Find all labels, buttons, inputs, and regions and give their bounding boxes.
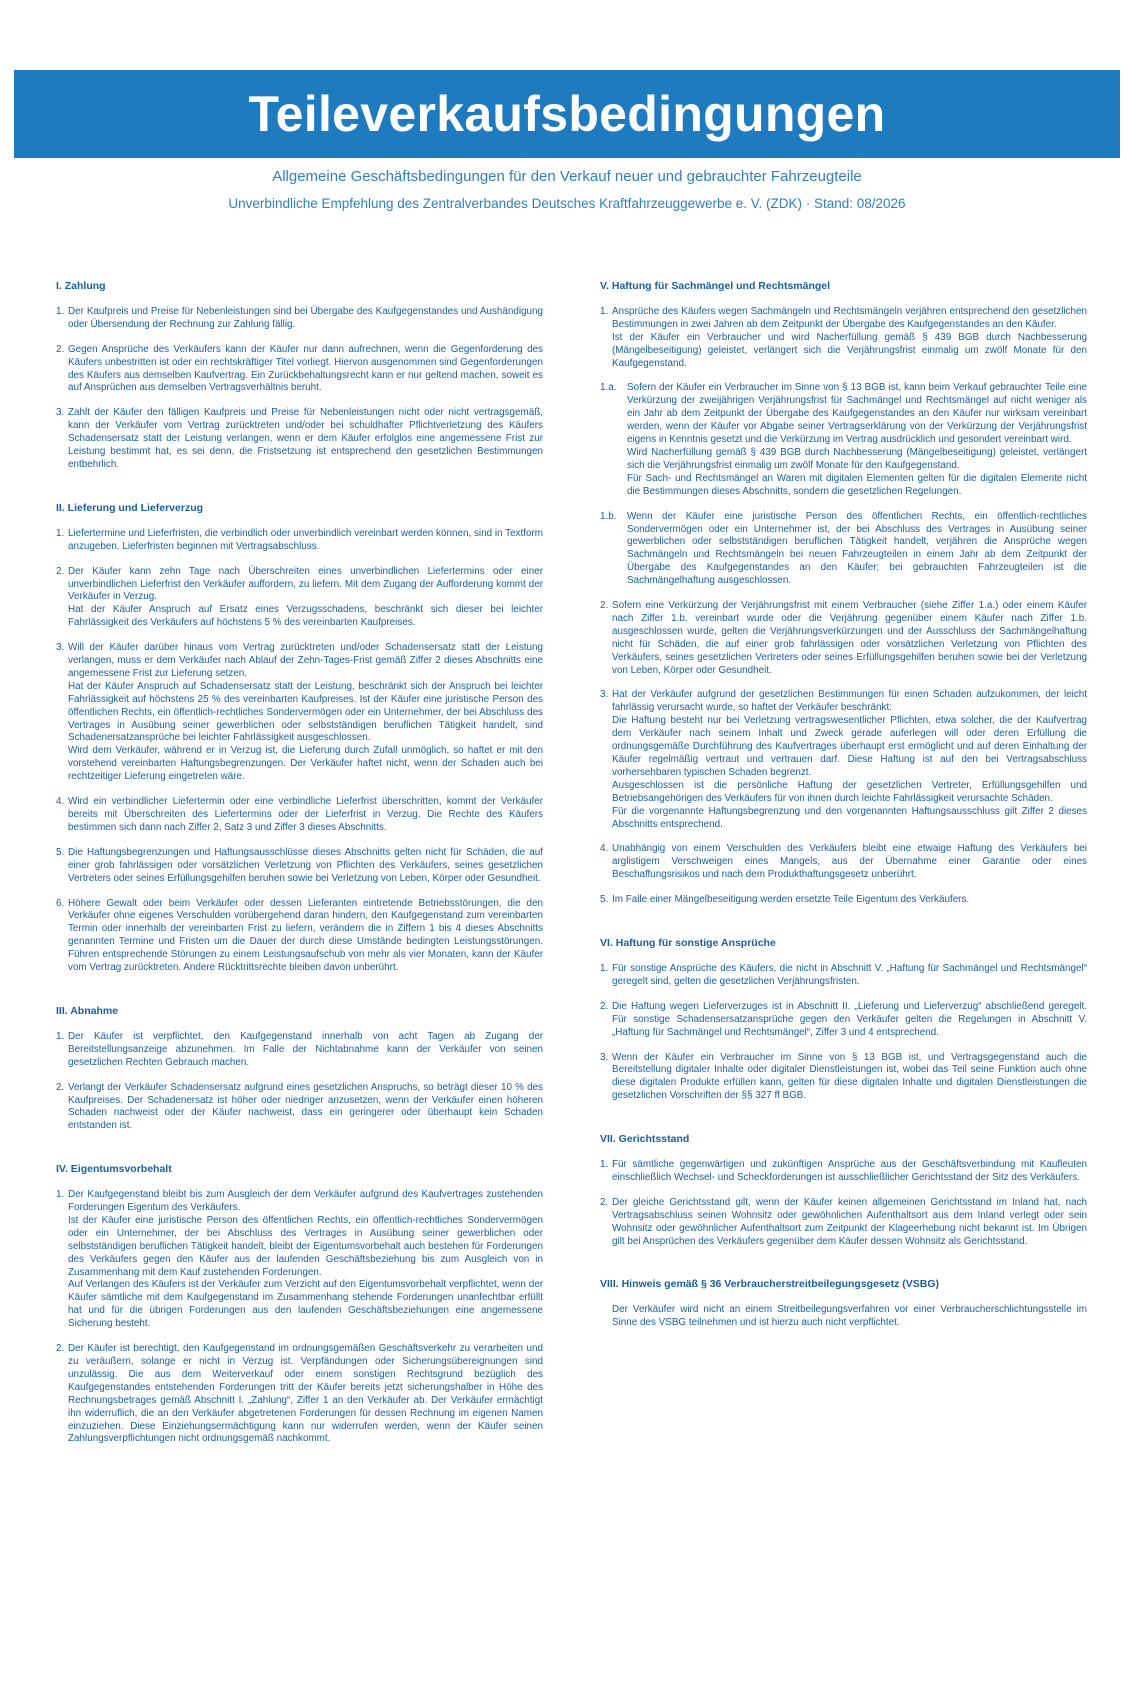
clause-text <box>612 843 1087 882</box>
title-banner <box>14 70 1120 158</box>
clause-item <box>56 306 543 332</box>
clause-number: 1. <box>56 1030 65 1042</box>
clause-text <box>68 344 543 396</box>
clause-text <box>612 306 1087 371</box>
clause-section <box>56 502 543 975</box>
clause-paragraph: Unabhängig von einem Verschulden des Verkäufers bleibt eine etwaige Haftung des Verkäufers bei arglistigem Verschweigen eines Mangels, aus der Übernahme einer Garantie oder eines Beschaffungsrisikos und nach dem Produkthaftungsgesetz unberührt. <box>612 843 1087 881</box>
clause-paragraph: Ansprüche des Käufers wegen Sachmängeln und Rechtsmängeln verjähren entsprechend den gesetzlichen Bestimmungen in zwei Jahren ab dem Zeitpunkt der Übergabe des Kaufgegenstandes an den Käufer. <box>612 305 1087 330</box>
clause-text <box>612 1159 1087 1185</box>
clause-number: 3. <box>56 642 65 654</box>
clause-paragraph: Für sonstige Ansprüche des Käufers, die nicht in Abschnitt V. „Haftung für Sachmängel und Rechtsmängel“ geregelt sind, gelten die gesetzlichen Verjährungsfristen. <box>612 962 1087 987</box>
clause-number: 4. <box>600 843 609 855</box>
clause-item <box>56 796 543 835</box>
clause-text <box>68 1031 543 1070</box>
clause-paragraph: Die Haftung wegen Lieferverzuges ist in Abschnitt II. „Lieferung und Lieferverzug“ abschließend geregelt. Für sonstige Schadensersatzansprüche gegen den Verkäufer gelten die Regelungen in Abschnitt V. „Haftung für Sachmängel und Rechtsmängel“, Ziffer 3 und 4 entsprechend. <box>612 1000 1087 1038</box>
clause-text <box>68 642 543 784</box>
clause-paragraph: Die Haftungsbegrenzungen und Haftungsausschlüsse dieses Abschnitts gelten nicht für Schäden, die auf einer grob fahrlässigen oder vorsätzlichen Verletzung von Pflichten des Verkäufers, seines gesetzlichen Vertreters oder seines Erfüllungsgehilfen beruhen sowie bei Verletzung von Leben, Körper oder Gesundheit. <box>68 846 543 884</box>
clause-paragraph: Der Kaufpreis und Preise für Nebenleistungen sind bei Übergabe des Kaufgegenstandes und Aushändigung oder Übersendung der Rechnung zur Zahlung fällig. <box>68 305 543 330</box>
clause-number: 3. <box>600 689 609 701</box>
clause-section <box>600 1133 1087 1248</box>
clause-item <box>600 1052 1087 1104</box>
clause-text <box>68 847 543 886</box>
clause-paragraph: Ist der Käufer eine juristische Person des öffentlichen Rechts, ein öffentlich-rechtliches Sondervermögen oder ein Unternehmer, der bei Abschluss des Vertrages in Ausübung seiner gewerblichen oder selbstständigen beruflichen Tätigkeit handelt, bleibt der Eigentumsvorbehalt auch bestehen für Forderungen des Verkäufers gegen den Käufer aus der laufenden Geschäftsbeziehung bis zum Ausgleich von in Zusammenhang mit dem Kauf zustehenden Forderungen. <box>68 1214 543 1278</box>
clause-item <box>56 898 543 975</box>
clause-text <box>68 1343 543 1446</box>
clause-section <box>600 1278 1087 1330</box>
clause-paragraph: Der Käufer ist verpflichtet, den Kaufgegenstand innerhalb von acht Tagen ab Zugang der Bereitstellungsanzeige abzunehmen. Im Falle der Nichtabnahme kann der Verkäufer von seinen gesetzlichen Rechten Gebrauch machen. <box>68 1030 543 1068</box>
clause-paragraph: Hat der Käufer Anspruch auf Schadensersatz statt der Leistung, beschränkt sich der Anspruch bei leichter Fahrlässigkeit auf höchstens 25 % des vereinbarten Kaufpreises. Ist der Käufer eine juristische Person des öffentlichen Rechts, ein öffentlich-rechtliches Sondervermögen oder ein Unternehmer, der bei Abschluss des Vertrages in Ausübung seiner gewerblichen oder selbstständigen beruflichen Tätigkeit handelt, sind Schadenersatzansprüche bei leichter Fahrlässigkeit ausgeschlossen. <box>68 680 543 744</box>
clause-text <box>627 511 1087 588</box>
clause-number: 2. <box>600 1000 609 1012</box>
clause-paragraph: Auf Verlangen des Käufers ist der Verkäufer zum Verzicht auf den Eigentumsvorbehalt verpflichtet, wenn der Käufer sämtliche mit dem Kaufgegenstand im Zusammenhang stehende Forderungen unanfechtbar erfüllt hat und für die übrigen Forderungen aus den laufenden Geschäftsbeziehungen eine angemessene Sicherung besteht. <box>68 1279 543 1330</box>
clause-number: 2. <box>56 1081 65 1093</box>
clause-text <box>68 796 543 835</box>
clause-paragraph: Wird dem Verkäufer, während er in Verzug ist, die Lieferung durch Zufall unmöglich, so haftet er mit den vorstehend vereinbarten Haftungsbegrenzungen. Der Verkäufer haftet nicht, wenn der Schaden auch bei rechtzeitiger Lieferung eingetreten wäre. <box>68 745 543 783</box>
clause-section <box>56 280 543 472</box>
clause-number: 3. <box>56 407 65 419</box>
clause-item <box>600 1197 1087 1249</box>
clause-item <box>600 382 1087 498</box>
section-title: VII. Gerichtsstand <box>600 1133 690 1146</box>
clause-text <box>612 1001 1087 1040</box>
clause-paragraph: Gegen Ansprüche des Verkäufers kann der Käufer nur dann aufrechnen, wenn die Gegenforderung des Käufers unbestritten ist oder ein rechtskräftiger Titel vorliegt. Hiervon ausgenommen sind Gegenforderungen des Käufers aus demselben Kaufvertrag. Ein Zurückbehaltungsrecht kann er nur geltend machen, soweit es auf Ansprüchen aus demselben Vertragsverhältnis beruht. <box>68 343 543 394</box>
section-title: V. Haftung für Sachmängel und Rechtsmängel <box>600 280 831 292</box>
clause-number: 2. <box>56 1343 65 1355</box>
section-title: VI. Haftung für sonstige Ansprüche <box>600 937 776 950</box>
clause-paragraph: Will der Käufer darüber hinaus vom Vertrag zurücktreten und/oder Schadensersatz statt der Leistung verlangen, muss er dem Verkäufer nach Ablauf der Zehn-Tages-Frist gemäß Ziffer 2 dieses Abschnitts eine angemessene Frist zur Lieferung setzen. <box>68 642 543 679</box>
clause-paragraph: Höhere Gewalt oder beim Verkäufer oder dessen Lieferanten eintretende Betriebsstörungen, die den Verkäufer ohne eigenes Verschulden vorübergehend daran hindern, den Kaufgegenstand zum vereinbarten Termin oder innerhalb der vereinbarten Frist zu liefern, verändern die in Ziffern 1 bis 4 dieses Abschnitts genannten Termine und Fristen um die Dauer der durch diese Umstände bedingten Leistungsstörungen. Führen entsprechende Störungen zu einem Leistungsaufschub von mehr als vier Monaten, kann der Käufer vom Vertrag zurücktreten. Andere Rücktrittsrechte bleiben davon unberührt. <box>68 897 543 974</box>
clause-paragraph: Hat der Verkäufer aufgrund der gesetzlichen Bestimmungen für einen Schaden aufzukommen, der leicht fahrlässig verursacht wurde, so haftet der Verkäufer beschränkt: <box>612 689 1087 714</box>
clause-number: 2. <box>56 565 65 577</box>
section-title: III. Abnahme <box>56 1004 119 1017</box>
clause-paragraph: Hat der Käufer Anspruch auf Ersatz eines Verzugsschadens, beschränkt sich dieser bei leichter Fahrlässigkeit des Verkäufers auf höchstens 5 % des vereinbarten Kaufpreises. <box>68 604 543 629</box>
clause-number: 2. <box>600 600 609 612</box>
clause-paragraph: Liefertermine und Lieferfristen, die verbindlich oder unverbindlich vereinbart werden können, sind in Textform anzugeben. Lieferfristen beginnen mit Vertragsabschluss. <box>68 527 543 552</box>
clause-paragraph: Der Käufer ist berechtigt, den Kaufgegenstand im ordnungsgemäßen Geschäftsverkehr zu verarbeiten und zu veräußern, solange er nicht in Verzug ist. Verpfändungen oder Sicherungsübereignungen sind unzulässig. Die aus dem Weiterverkauf oder einem sonstigen Rechtsgrund bezüglich des Kaufgegenstandes entstehenden Forderungen tritt der Käufer bereits jetzt sicherungshalber in Höhe des Rechnungsbetrages gemäß Abschnitt I. „Zahlung“, Ziffer 1 an den Verkäufer ab. Der Verkäufer ermächtigt ihn widerruflich, die an den Verkäufer abgetretenen Forderungen für dessen Rechnung im eigenen Namen einzuziehen. Diese Einziehungsermächtigung kann nur widerrufen werden, wenn der Käufer seinen Zahlungsverpflichtungen nicht ordnungsgemäß nachkommt. <box>68 1343 543 1445</box>
clause-item <box>56 528 543 554</box>
clause-item <box>56 642 543 784</box>
clause-text <box>68 407 543 472</box>
clause-number: 1. <box>56 305 65 317</box>
clause-item <box>56 1031 543 1070</box>
clause-text <box>627 382 1087 498</box>
clause-item <box>600 894 1087 907</box>
page-title: Teileverkaufsbedingungen <box>248 86 886 142</box>
clause-text <box>68 566 543 631</box>
clause-item <box>600 843 1087 882</box>
clause-item <box>56 1343 543 1446</box>
clause-item <box>56 344 543 396</box>
clause-text <box>612 1052 1087 1104</box>
clause-number: 2. <box>56 343 65 355</box>
left-column <box>56 280 543 1476</box>
clause-text <box>68 306 543 332</box>
clause-text <box>612 963 1087 989</box>
clause-paragraph: Wenn der Käufer ein Verbraucher im Sinne von § 13 BGB ist, und Vertragsgegenstand auch die Bereitstellung digitaler Inhalte oder digitaler Dienstleistungen ist, wobei das Teil seine Funktion auch ohne diese digitalen Produkte erfüllen kann, gelten für diese digitalen Inhalte und digitalen Dienstleistungen die gesetzlichen Vorschriften der §§ 327 ff BGB. <box>612 1051 1087 1102</box>
clause-number: 4. <box>56 796 65 808</box>
clause-section <box>600 937 1087 1103</box>
right-column <box>600 280 1087 1360</box>
clause-paragraph: Für Sach- und Rechtsmängel an Waren mit digitalen Elementen gelten für die digitalen Elemente nicht die Bestimmungen dieses Abschnitts, sondern die gesetzlichen Regelungen. <box>627 472 1087 497</box>
section-title: II. Lieferung und Lieferverzug <box>56 501 204 514</box>
clause-text <box>612 894 1087 907</box>
clause-item <box>600 963 1087 989</box>
clause-number: 1.a. <box>600 382 617 394</box>
clause-section <box>56 1005 543 1133</box>
clause-paragraph: Für sämtliche gegenwärtigen und zukünftigen Ansprüche aus der Geschäftsverbindung mit Kaufleuten einschließlich Wechsel- und Scheckforderungen ist ausschließlicher Gerichtsstand der Sitz des Verkäufers. <box>612 1159 1087 1183</box>
clause-paragraph: Sofern der Käufer ein Verbraucher im Sinne von § 13 BGB ist, kann beim Verkauf gebrauchter Teile eine Verkürzung der zweijährigen Verjährungsfrist für Sachmängel und Rechtsmängel auf nicht weniger als ein Jahr ab dem Zeitpunkt der Übergabe des Kaufgegenstandes an den Käufer nur wirksam vereinbart werden, wenn der Käufer vor Abgabe seiner Vertragserklärung von der Verkürzung der Verjährungsfrist eigens in Kenntnis gesetzt und die Verkürzung im Vertrag ausdrücklich und gesondert vereinbart wird. <box>627 382 1087 446</box>
clause-number: 1. <box>56 527 65 539</box>
section-title: I. Zahlung <box>56 280 106 292</box>
clause-item <box>56 847 543 886</box>
clause-number: 1. <box>600 1159 609 1171</box>
clause-paragraph: Sofern eine Verkürzung der Verjährungsfrist mit einem Verbraucher (siehe Ziffer 1.a.) oder einem Käufer nach Ziffer 1.b. vereinbart wurde oder die Verjährung gegenüber einem Käufer nach Ziffer 1.b. ausgeschlossen wurde, gelten die Verjährungsverkürzungen und der Ausschluss der Sachmängelhaftung nicht für Schäden, die auf einer grob fahrlässigen oder vorsätzlichen Verletzung von Pflichten des Verkäufers, seines gesetzlichen Vertreters oder seines Erfüllungsgehilfen beruhen sowie bei der Verletzung von Leben, Körper oder Gesundheit. <box>612 600 1087 676</box>
clause-paragraph: Zahlt der Käufer den fälligen Kaufpreis und Preise für Nebenleistungen nicht oder nicht vertragsgemäß, kann der Verkäufer vom Vertrag zurücktreten und/oder bei schuldhafter Pflichtverletzung des Käufers Schadensersatz statt der Leistung verlangen, wenn er dem Käufer erfolglos eine angemessene Frist zur Leistung bestimmt hat, es sei denn, die Fristsetzung ist entsprechend den gesetzlichen Bestimmungen entbehrlich. <box>68 407 543 470</box>
clause-item <box>600 689 1087 831</box>
clause-number: 3. <box>600 1051 609 1063</box>
clause-number: 1. <box>600 305 609 317</box>
clause-paragraph: Verlangt der Verkäufer Schadensersatz aufgrund eines gesetzlichen Anspruchs, so beträgt dieser 10 % des Kaufpreises. Der Schadenersatz ist höher oder niedriger anzusetzen, wenn der Verkäufer einen höheren Schaden nachweist oder der Käufer nachweist, dass ein geringerer oder überhaupt kein Schaden entstanden ist. <box>68 1081 543 1132</box>
clause-paragraph: Der Kaufgegenstand bleibt bis zum Ausgleich der dem Verkäufer aufgrund des Kaufvertrages zustehenden Forderungen Eigentum des Verkäufers. <box>68 1189 543 1214</box>
clause-text <box>612 600 1087 677</box>
clause-paragraph: Wird Nacherfüllung gemäß § 439 BGB durch Nachbesserung (Mängelbeseitigung) geleistet, verlängert sich die Verjährungsfrist einmalig um zwölf Monate für den Kaufgegenstand. <box>627 446 1087 471</box>
clause-item <box>56 407 543 472</box>
clause-text <box>68 1082 543 1134</box>
clause-number: 1. <box>600 962 609 974</box>
clause-text <box>68 528 543 554</box>
clause-paragraph: Die Haftung besteht nur bei Verletzung vertragswesentlicher Pflichten, etwa solcher, die der Kaufvertrag dem Verkäufer nach seinem Inhalt und Zweck gerade auferlegen will oder deren Erfüllung die ordnungsgemäße Durchführung des Kaufvertrages überhaupt erst ermöglicht und auf deren Einhaltung der Käufer regelmäßig vertraut und vertrauen darf. Diese Haftung ist auf den bei Vertragsabschluss vorhersehbaren typischen Schaden begrenzt. <box>612 715 1087 778</box>
clause-number: 2. <box>600 1196 609 1208</box>
clause-text <box>68 898 543 975</box>
clause-number: 5. <box>56 846 65 858</box>
section-title: VIII. Hinweis gemäß § 36 Verbraucherstreitbeilegungsgesetz (VSBG) <box>600 1278 940 1291</box>
document-subtitle: Allgemeine Geschäftsbedingungen für den Verkauf neuer und gebrauchter Fahrzeugteile <box>272 168 862 185</box>
clause-item <box>600 1001 1087 1040</box>
clause-section <box>600 280 1087 907</box>
clause-item <box>600 1159 1087 1185</box>
clause-paragraph: Im Falle einer Mängelbeseitigung werden ersetzte Teile Eigentum des Verkäufers. <box>612 894 970 906</box>
clause-paragraph: Der gleiche Gerichtsstand gilt, wenn der Käufer keinen allgemeinen Gerichtsstand im Inland hat, nach Vertragsabschluss seinen Wohnsitz oder gewöhnlichen Aufenthaltsort aus dem Inland verlegt oder sein Wohnsitz oder gewöhnlicher Aufenthaltsort zum Zeitpunkt der Klageerhebung nicht bekannt ist. Im Übrigen gilt bei Ansprüchen des Verkäufers gegenüber dem Käufer dessen Wohnsitz als Gerichtsstand. <box>612 1196 1087 1247</box>
section-title: IV. Eigentumsvorbehalt <box>56 1163 172 1176</box>
clause-paragraph: Ist der Käufer ein Verbraucher und wird Nacherfüllung gemäß § 439 BGB durch Nachbesserung (Mängelbeseitigung) geleistet, verlängert sich die Verjährungsfrist einmalig um zwölf Monate für den Kaufgegenstand. <box>612 331 1087 369</box>
clause-paragraph: Der Verkäufer wird nicht an einem Streitbeilegungsverfahren vor einer Verbraucherschlichtungsstelle im Sinne des VSBG teilnehmen und ist hierzu auch nicht verpflichtet. <box>612 1304 1087 1329</box>
clause-number: 1. <box>56 1189 65 1201</box>
clause-number: 1.b. <box>600 510 617 522</box>
clause-text <box>612 1197 1087 1249</box>
clause-paragraph: Wird ein verbindlicher Liefertermin oder eine verbindliche Lieferfrist überschritten, kommt der Verkäufer bereits mit Überschreiten des Liefertermins oder der Lieferfrist in Verzug. Die Rechte des Käufers bestimmen sich dann nach Ziffer 2, Satz 3 und Ziffer 3 dieses Abschnitts. <box>68 796 543 833</box>
recommendation-note: Unverbindliche Empfehlung des Zentralverbandes Deutsches Kraftfahrzeuggewerbe e. V. (ZDK) · Stand: 08/2026 <box>228 196 906 211</box>
clause-item <box>56 566 543 631</box>
clause-item <box>56 1082 543 1134</box>
clause-number: 5. <box>600 894 609 906</box>
clause-item <box>600 600 1087 677</box>
clause-text <box>612 689 1087 831</box>
clause-number: 6. <box>56 897 65 909</box>
clause-paragraph: Der Käufer kann zehn Tage nach Überschreiten eines unverbindlichen Liefertermins oder einer unverbindlichen Lieferfrist den Verkäufer auffordern, zu liefern. Mit dem Zugang der Aufforderung kommt der Verkäufer in Verzug. <box>68 565 543 603</box>
clause-item <box>600 511 1087 588</box>
clause-paragraph: Wenn der Käufer eine juristische Person des öffentlichen Rechts, ein öffentlich-rechtliches Sondervermögen oder ein Unternehmer ist, der bei Abschluss des Vertrages in Ausübung seiner gewerblichen oder selbstständigen beruflichen Tätigkeit handelt, verjähren die Ansprüche wegen Sachmängeln und Rechtsmängeln bei neuen Fahrzeugteilen in einem Jahr ab dem Zeitpunkt der Übergabe des Kaufgegenstandes an den Käufer; bei gebrauchten Fahrzeugteilen ist die Sachmängelhaftung ausgeschlossen. <box>627 510 1087 587</box>
clause-text <box>68 1189 543 1331</box>
clause-paragraph: Ausgeschlossen ist die persönliche Haftung der gesetzlichen Vertreter, Erfüllungsgehilfen und Betriebsangehörigen des Verkäufers für von ihnen durch leichte Fahrlässigkeit verursachte Schäden. <box>612 779 1087 804</box>
clause-item <box>600 306 1087 371</box>
clause-section <box>56 1163 543 1446</box>
clause-paragraph: Für die vorgenannte Haftungsbegrenzung und den vorgenannten Haftungsausschluss gilt Ziffer 2 dieses Abschnitts entsprechend. <box>612 805 1087 830</box>
clause-item <box>56 1189 543 1331</box>
